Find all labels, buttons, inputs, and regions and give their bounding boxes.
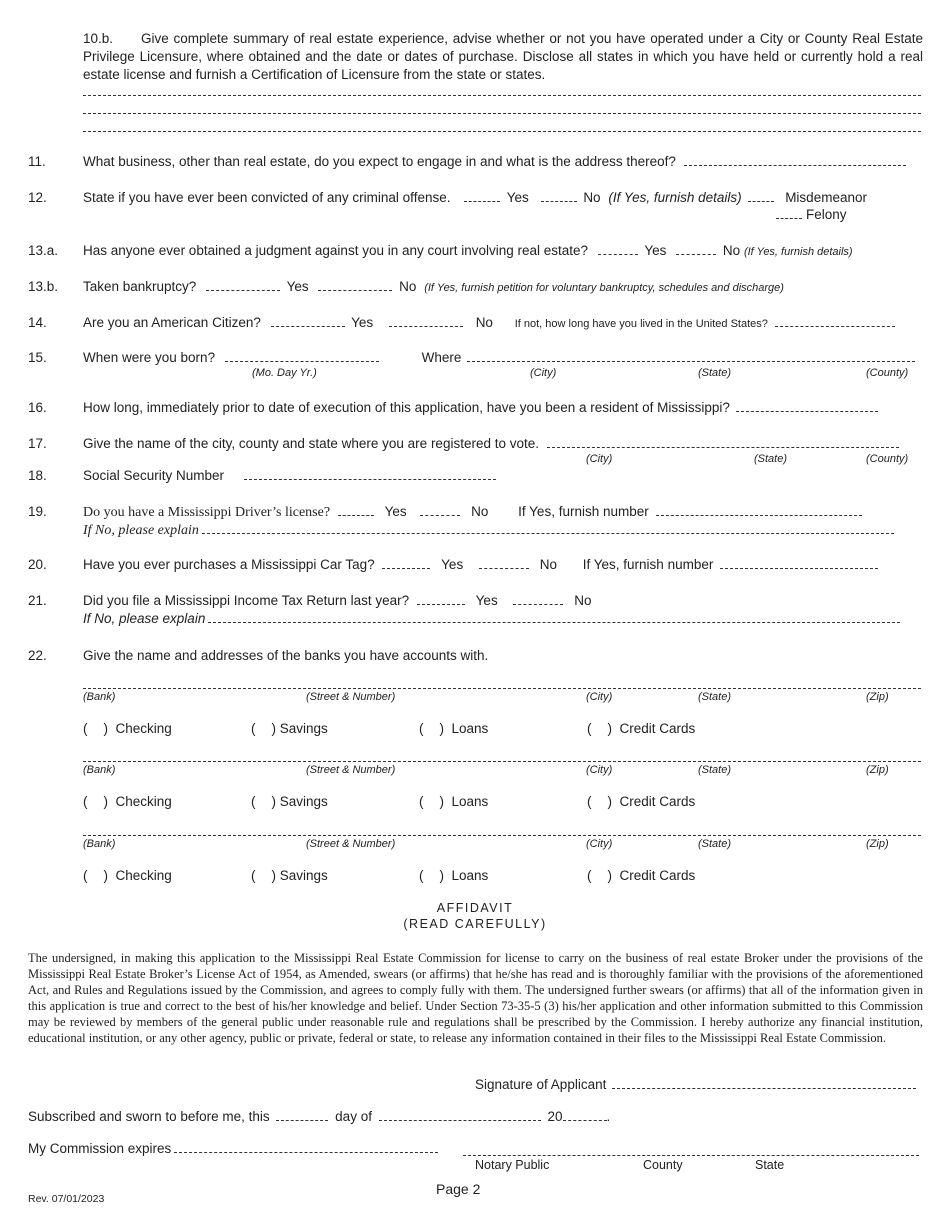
paren-open: ( (83, 794, 88, 809)
date-label: (Mo. Day Yr.) (252, 367, 317, 379)
no-field[interactable] (676, 253, 716, 255)
paren-close: ) (271, 794, 276, 809)
savings-checkbox[interactable] (251, 794, 328, 809)
question-21 (83, 593, 592, 608)
paren-close: ) (439, 721, 444, 736)
question-12-number: 12. (28, 190, 47, 205)
question-text: How long, immediately prior to date of execution of this application, have you been a resident of Mississippi? (83, 400, 730, 415)
commission-expires-field[interactable] (174, 1151, 438, 1153)
sworn-period: . (606, 1109, 611, 1124)
question-19-explain (83, 522, 897, 539)
credit-cards-checkbox[interactable] (587, 794, 695, 809)
question-number: 10.b. (83, 31, 114, 46)
question-18 (83, 468, 499, 483)
question-12-felony (776, 207, 847, 222)
yes-label: Yes (506, 190, 529, 205)
sworn-month-field[interactable] (379, 1119, 541, 1121)
paren-close: ) (103, 721, 108, 736)
affidavit-title: AFFIDAVIT (436, 901, 514, 915)
explain-field[interactable] (208, 621, 900, 623)
commission-label: My Commission expires (28, 1141, 172, 1156)
question-17-number: 17. (28, 436, 47, 451)
question-text: What business, other than real estate, do you expect to engage in and what is the address thereof? (83, 154, 676, 169)
birthdate-field[interactable] (225, 360, 379, 362)
credit-cards-label: Credit Cards (619, 794, 696, 809)
question-13b-number: 13.b. (28, 279, 59, 294)
yes-field[interactable] (206, 289, 280, 291)
checking-checkbox[interactable] (83, 868, 172, 883)
no-field[interactable] (541, 200, 577, 202)
revision-date: Rev. 07/01/2023 (28, 1193, 105, 1205)
tag-number-field[interactable] (720, 567, 878, 569)
yes-label: Yes (475, 593, 498, 608)
no-field[interactable] (479, 567, 529, 569)
credit-cards-label: Credit Cards (619, 721, 696, 736)
city-label: (City) (530, 367, 557, 379)
county-label: (County) (866, 367, 909, 379)
bank-line-1[interactable] (83, 688, 921, 689)
state-label: (State) (754, 453, 788, 465)
yes-label: Yes (384, 504, 407, 519)
zip-label: (Zip) (866, 691, 889, 703)
birthplace-field[interactable] (467, 360, 915, 362)
zip-label: (Zip) (866, 838, 889, 850)
sworn-row (28, 1109, 610, 1124)
yes-label: Yes (441, 557, 464, 572)
notary-line[interactable] (463, 1155, 919, 1156)
yes-field[interactable] (598, 253, 638, 255)
question-19-number: 19. (28, 504, 47, 519)
no-field[interactable] (513, 603, 563, 605)
commission-row (28, 1141, 441, 1156)
yes-label: Yes (644, 243, 667, 258)
city-label: (City) (586, 453, 613, 465)
street-label: (Street & Number) (306, 764, 396, 776)
signature-label: Signature of Applicant (475, 1077, 607, 1092)
affidavit-subtitle: (READ CAREFULLY) (403, 917, 547, 931)
answer-line-10b-3[interactable] (83, 131, 921, 132)
bank-label: (Bank) (83, 764, 116, 776)
yes-label: Yes (351, 315, 374, 330)
paren-open: ( (251, 794, 256, 809)
yes-field[interactable] (464, 200, 500, 202)
paren-open: ( (587, 794, 592, 809)
no-label: No (574, 593, 592, 608)
paren-close: ) (103, 794, 108, 809)
furnish-label: If Yes, furnish number (582, 557, 714, 572)
ssn-field[interactable] (244, 478, 496, 480)
bank-label: (Bank) (83, 691, 116, 703)
checking-label: Checking (115, 794, 172, 809)
question-20-number: 20. (28, 557, 47, 572)
question-14 (83, 315, 898, 330)
paren-open: ( (419, 721, 424, 736)
street-label: (Street & Number) (306, 838, 396, 850)
explain-label: If No, please explain (83, 523, 199, 538)
question-16-number: 16. (28, 400, 47, 415)
paren-open: ( (419, 794, 424, 809)
notary-public-label: Notary Public (475, 1158, 550, 1172)
paren-open: ( (419, 868, 424, 883)
loans-label: Loans (451, 868, 489, 883)
sworn-year-prefix: 20 (547, 1109, 563, 1124)
affidavit-text: The undersigned, in making this application to the Mississippi Real Estate Commission for license to carry on the business of real estate Broker under the provisions of the Mississippi Real Estate Broker’s License Act of 1954, as Amended, swears (or affirms) that he/she has read and is thoroughly familiar with the provisions of the aforementioned Act, and Rules and Regulations issued by the Commission, and agrees to comply fully with them. The undersigned further swears (or affirms) that all of the information given in this application is true and correct to the best of his/her knowledge and belief. Under Section 73-35-5 (3) his/her application and other information submitted to this Commission may be reviewed by members of the general public under reasonable rule and regulations shall be prescribed by the Commission. I hereby authorize any financial institution, educational institution, or any other agency, public or private, federal or state, to release any information contained in their files to the Mississippi Real Estate Commission. (28, 951, 923, 1045)
no-field[interactable] (420, 514, 460, 516)
bank-label: (Bank) (83, 838, 116, 850)
question-11-number: 11. (28, 154, 46, 169)
question-text: Give the name of the city, county and state where you are registered to vote. (83, 436, 540, 451)
checking-label: Checking (115, 868, 172, 883)
question-13b (83, 279, 784, 294)
paren-close: ) (439, 868, 444, 883)
question-12 (83, 190, 867, 205)
checking-checkbox[interactable] (83, 794, 172, 809)
notary-county-label: County (643, 1158, 683, 1172)
no-label: No (399, 279, 417, 294)
paren-close: ) (607, 794, 612, 809)
state-label: (State) (698, 367, 732, 379)
question-21-explain (83, 611, 903, 626)
zip-label: (Zip) (866, 764, 889, 776)
paren-open: ( (251, 721, 256, 736)
no-label: No (475, 315, 493, 330)
loans-label: Loans (451, 721, 489, 736)
answer-field[interactable] (547, 446, 899, 448)
no-field[interactable] (318, 289, 392, 291)
paren-close: ) (103, 868, 108, 883)
question-10b (83, 30, 923, 84)
paren-open: ( (83, 868, 88, 883)
misdemeanor-field[interactable] (748, 200, 774, 202)
city-label: (City) (586, 838, 613, 850)
paren-open: ( (251, 868, 256, 883)
question-14-number: 14. (28, 315, 47, 330)
explain-label: If No, please explain (83, 611, 206, 626)
credit-cards-checkbox[interactable] (587, 721, 695, 736)
no-label: No (722, 243, 741, 258)
question-16 (83, 400, 881, 415)
loans-label: Loans (451, 794, 489, 809)
savings-checkbox[interactable] (251, 721, 328, 736)
paren-close: ) (271, 868, 276, 883)
furnish-label: If Yes, furnish number (518, 504, 649, 519)
question-text: Taken bankruptcy? (83, 279, 197, 294)
question-13a (83, 243, 853, 258)
checking-checkbox[interactable] (83, 721, 172, 736)
savings-label: Savings (279, 794, 328, 809)
question-text: Social Security Number (83, 468, 225, 483)
answer-field[interactable] (684, 164, 906, 166)
question-13a-number: 13.a. (28, 243, 59, 258)
county-label: (County) (866, 453, 909, 465)
page-number: Page 2 (436, 1181, 481, 1197)
state-label: (State) (698, 838, 732, 850)
years-field[interactable] (775, 325, 895, 327)
sworn-year-field[interactable] (563, 1119, 607, 1121)
state-label: (State) (698, 764, 732, 776)
note: (If Yes, furnish petition for voluntary bankruptcy, schedules and discharge) (424, 282, 784, 294)
sworn-day-of: day of (335, 1109, 372, 1124)
question-text: Has anyone ever obtained a judgment against you in any court involving real estate? (83, 243, 589, 258)
savings-label: Savings (279, 721, 328, 736)
question-text: State if you have ever been convicted of any criminal offense. (83, 190, 451, 205)
question-19 (83, 504, 865, 521)
question-15 (83, 350, 918, 365)
no-label: No (471, 504, 489, 519)
question-text: When were you born? (83, 350, 216, 365)
paren-close: ) (439, 794, 444, 809)
notary-state-label: State (755, 1158, 785, 1172)
sworn-prefix: Subscribed and sworn to before me, this (28, 1109, 270, 1124)
no-label: No (539, 557, 557, 572)
license-number-field[interactable] (656, 514, 862, 516)
no-field[interactable] (389, 325, 463, 327)
no-label: No (583, 190, 601, 205)
answer-field[interactable] (736, 410, 878, 412)
question-22-number: 22. (28, 648, 47, 663)
state-label: (State) (698, 691, 732, 703)
answer-line-10b-2[interactable] (83, 113, 921, 114)
yes-field[interactable] (382, 567, 430, 569)
note: If not, how long have you lived in the United States? (514, 318, 768, 330)
yes-field[interactable] (338, 514, 374, 516)
question-18-number: 18. (28, 468, 47, 483)
paren-open: ( (83, 721, 88, 736)
where-label: Where (421, 350, 462, 365)
note: (If Yes, furnish details) (743, 246, 853, 258)
question-text: Have you ever purchases a Mississippi Car Tag? (83, 557, 375, 572)
note: (If Yes, furnish details) (608, 190, 742, 205)
question-17 (83, 436, 902, 451)
question-21-number: 21. (28, 593, 47, 608)
paren-open: ( (587, 721, 592, 736)
bank-line-2[interactable] (83, 761, 921, 762)
savings-label: Savings (279, 868, 328, 883)
signature-row (475, 1077, 919, 1092)
yes-field[interactable] (417, 603, 465, 605)
question-11 (83, 154, 909, 169)
signature-field[interactable] (612, 1087, 916, 1089)
question-22: Give the name and addresses of the banks you have accounts with. (83, 648, 489, 663)
savings-checkbox[interactable] (251, 868, 328, 883)
credit-cards-checkbox[interactable] (587, 868, 695, 883)
loans-checkbox[interactable] (419, 868, 488, 883)
street-label: (Street & Number) (306, 691, 396, 703)
yes-label: Yes (286, 279, 309, 294)
answer-line-10b-1[interactable] (83, 95, 921, 96)
question-text: Give complete summary of real estate experience, advise whether or not you have operated under a City or County Real Estate Privilege Licensure, where obtained and the date or dates of purchase. Disclose all states in which you have held or currently hold a real estate license and furnish a Certification of Licensure from the state or states. (83, 31, 923, 82)
city-label: (City) (586, 764, 613, 776)
checking-label: Checking (115, 721, 172, 736)
paren-open: ( (587, 868, 592, 883)
yes-field[interactable] (271, 325, 345, 327)
question-text: Do you have a Mississippi Driver’s license? (83, 505, 331, 520)
question-20 (83, 557, 881, 572)
misdemeanor-label: Misdemeanor (785, 190, 867, 205)
question-15-number: 15. (28, 350, 47, 365)
felony-field[interactable] (776, 217, 802, 219)
paren-close: ) (607, 868, 612, 883)
loans-checkbox[interactable] (419, 721, 488, 736)
bank-line-3[interactable] (83, 835, 921, 836)
sworn-day-field[interactable] (276, 1119, 328, 1121)
city-label: (City) (586, 691, 613, 703)
credit-cards-label: Credit Cards (619, 868, 696, 883)
explain-field[interactable] (202, 532, 894, 534)
loans-checkbox[interactable] (419, 794, 488, 809)
felony-label: Felony (806, 207, 847, 222)
paren-close: ) (271, 721, 276, 736)
paren-close: ) (607, 721, 612, 736)
question-text: Did you file a Mississippi Income Tax Return last year? (83, 593, 410, 608)
question-text: Are you an American Citizen? (83, 315, 261, 330)
